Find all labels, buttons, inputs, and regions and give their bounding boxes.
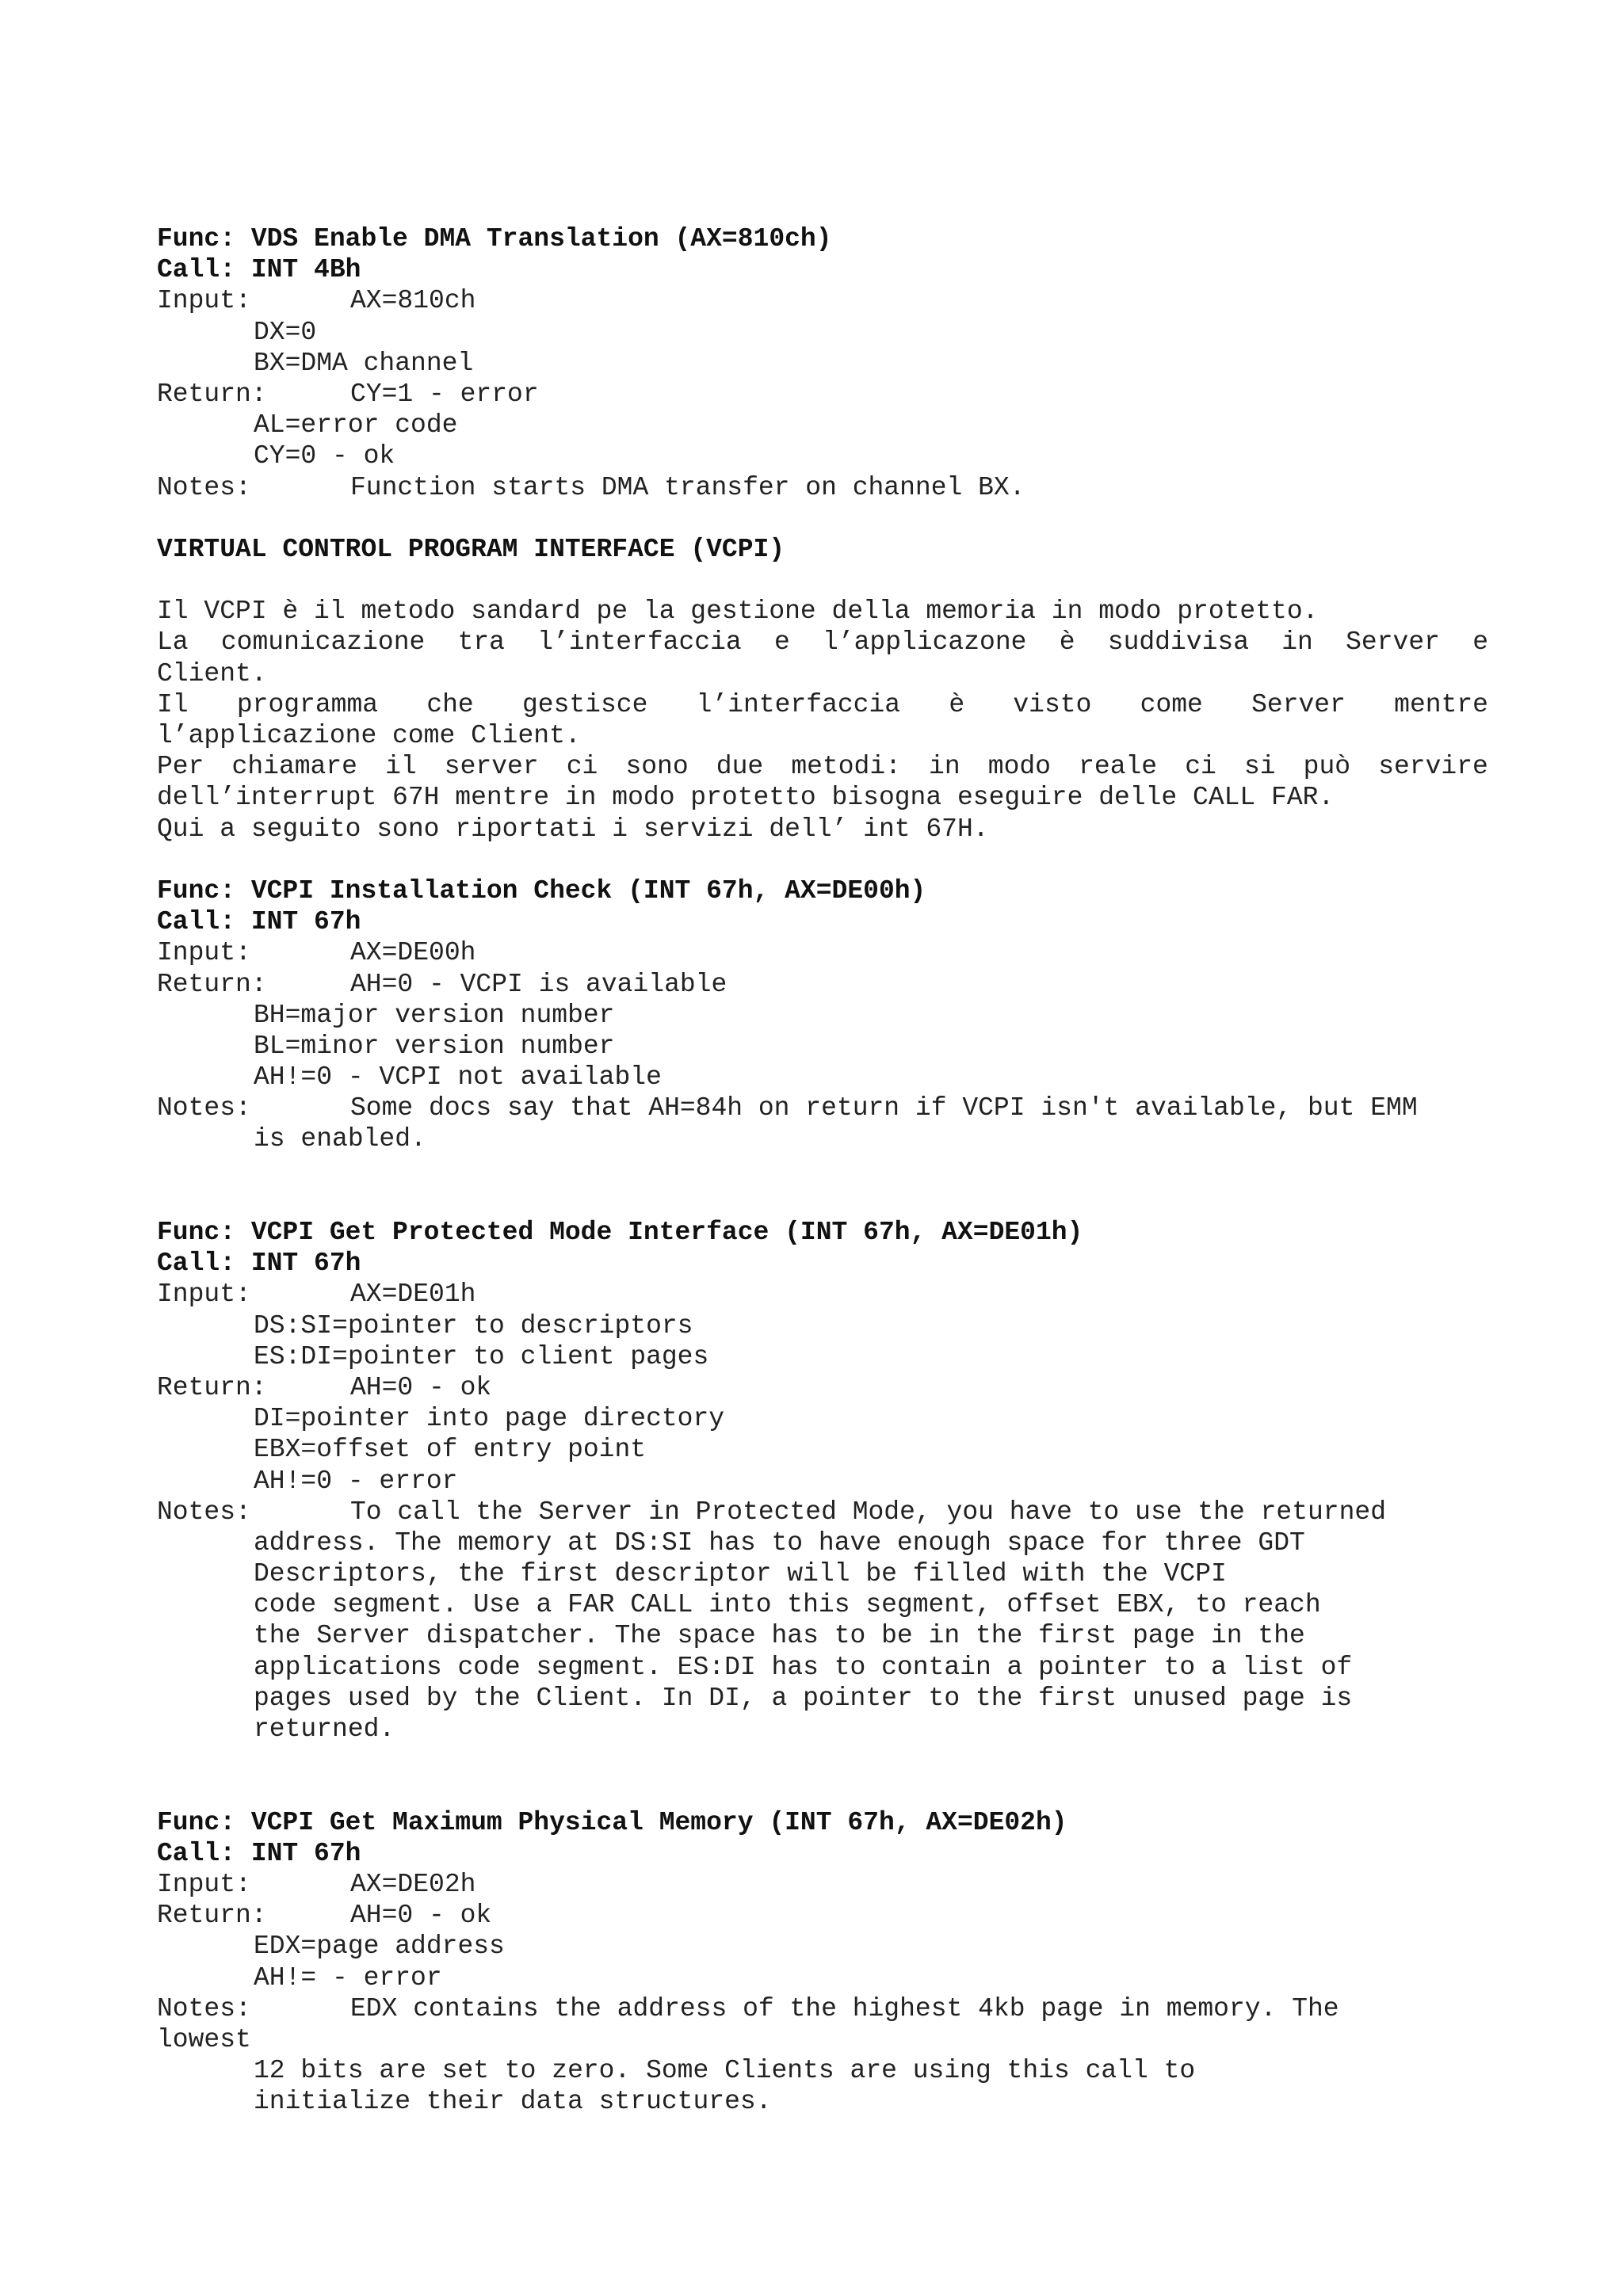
word: in (929, 752, 960, 782)
word: gestisce (521, 689, 648, 719)
word: La (157, 627, 189, 658)
intro-line: Client. (157, 658, 267, 688)
input-label: Input: (157, 286, 251, 316)
word: l’applicazone (823, 627, 1027, 658)
word: il (385, 752, 417, 782)
word: comunicazione (220, 627, 426, 658)
input-label: Input: (157, 938, 251, 968)
word: due (716, 752, 764, 782)
notes-line (157, 1497, 1488, 1527)
intro-line: l’applicazione come Client. (157, 721, 581, 750)
intro-justified-line (157, 689, 1488, 720)
word: Per (157, 752, 204, 782)
notes-line (157, 1993, 1488, 2024)
notes-extra: initialize their data structures. (254, 2087, 772, 2117)
input-label: Input: (157, 1280, 251, 1310)
intro-line: Il VCPI è il metodo sandard pe la gestione della memoria in modo protetto. (157, 597, 1319, 627)
return-extra: BL=minor version number (254, 1031, 615, 1061)
notes-extra: Descriptors, the first descriptor will be filled with the VCPI (254, 1559, 1227, 1589)
word: mentre (1394, 689, 1488, 719)
input-value: AX=DE01h (350, 1280, 476, 1310)
notes-line (157, 1093, 1488, 1123)
word: l’interfaccia (696, 689, 901, 719)
notes-extra: pages used by the Client. In DI, a pointer to the first unused page is (254, 1683, 1353, 1713)
input-extra: DX=0 (254, 317, 317, 347)
intro-line: dell’interrupt 67H mentre in modo protetto bisogna eseguire delle CALL FAR. (157, 783, 1335, 813)
return-extra: DI=pointer into page directory (254, 1404, 725, 1434)
document-page (157, 223, 1488, 2117)
notes-label: Notes: (157, 1497, 251, 1527)
return-extra: CY=0 - ok (254, 441, 395, 471)
word: l’interfaccia (537, 627, 742, 658)
spacer (157, 1775, 1488, 1806)
section-title: Func: VCPI Get Maximum Physical Memory (INT 67h, AX=DE02h) (157, 1807, 1067, 1837)
return-extra: AH!= - error (254, 1962, 442, 1993)
word: che (426, 689, 474, 719)
intro-justified-line (157, 627, 1488, 658)
notes-wrap: lowest (157, 2024, 251, 2054)
word: ci (566, 752, 598, 782)
return-label: Return: (157, 1372, 267, 1402)
input-value: AX=DE02h (350, 1869, 476, 1899)
return-extra: AH!=0 - VCPI not available (254, 1062, 662, 1093)
section-title: Func: VCPI Installation Check (INT 67h, AX=DE00h) (157, 875, 926, 906)
notes-extra: applications code segment. ES:DI has to contain a pointer to a list of (254, 1652, 1353, 1682)
input-line (157, 937, 1488, 968)
input-value: AX=810ch (350, 286, 476, 316)
notes-extra: code segment. Use a FAR CALL into this segment, offset EBX, to reach (254, 1590, 1321, 1620)
word: servire (1378, 752, 1488, 782)
return-extra: EDX=page address (254, 1932, 505, 1962)
word: Il (157, 689, 189, 719)
word: reale (1079, 752, 1158, 782)
input-line (157, 1279, 1488, 1310)
return-extra: AH!=0 - error (254, 1466, 458, 1496)
section-title: Func: VDS Enable DMA Translation (AX=810ch) (157, 224, 832, 254)
word: programma (236, 689, 379, 719)
return-label: Return: (157, 1901, 267, 1931)
return-extra: EBX=offset of entry point (254, 1435, 647, 1465)
word: può (1303, 752, 1351, 782)
intro-justified-line (157, 751, 1488, 782)
notes-value: EDX contains the address of the highest 4kb page in memory. The (350, 1993, 1339, 2023)
notes-extra: returned. (254, 1714, 395, 1744)
notes-line (157, 472, 1488, 503)
word: è (1059, 627, 1075, 658)
input-label: Input: (157, 1869, 251, 1899)
notes-label: Notes: (157, 472, 251, 502)
word: e (773, 627, 790, 658)
input-line (157, 1869, 1488, 1900)
word: tra (457, 627, 505, 658)
call-line: Call: INT 67h (157, 907, 361, 937)
return-label: Return: (157, 379, 267, 409)
notes-value: Function starts DMA transfer on channel BX. (350, 472, 1025, 502)
return-value: AH=0 - ok (350, 1372, 492, 1402)
return-line (157, 1900, 1488, 1931)
word: metodi: (791, 752, 901, 782)
spacer (157, 1186, 1488, 1217)
notes-extra: the Server dispatcher. The space has to be in the first page in the (254, 1621, 1305, 1651)
word: visto (1013, 689, 1092, 719)
input-value: AX=DE00h (350, 938, 476, 968)
return-extra: AL=error code (254, 410, 458, 441)
spacer (157, 503, 1488, 534)
word: Server (1346, 627, 1440, 658)
input-extra: ES:DI=pointer to client pages (254, 1341, 709, 1371)
notes-extra: is enabled. (254, 1124, 426, 1154)
word: è (949, 689, 965, 719)
word: in (1281, 627, 1313, 658)
section-title: Func: VCPI Get Protected Mode Interface (INT 67h, AX=DE01h) (157, 1218, 1083, 1247)
notes-value: To call the Server in Protected Mode, you have to use the returned (350, 1497, 1387, 1527)
notes-extra: address. The memory at DS:SI has to have enough space for three GDT (254, 1527, 1305, 1558)
return-line (157, 379, 1488, 410)
input-extra: BX=DMA channel (254, 348, 474, 378)
call-line: Call: INT 67h (157, 1838, 361, 1868)
spacer (157, 565, 1488, 596)
vcpi-heading: VIRTUAL CONTROL PROGRAM INTERFACE (VCPI) (157, 534, 785, 564)
word: sono (625, 752, 689, 782)
word: modo (987, 752, 1051, 782)
word: e (1472, 627, 1488, 658)
call-line: Call: INT 4Bh (157, 255, 361, 285)
return-line (157, 969, 1488, 1000)
spacer (157, 845, 1488, 875)
return-extra: BH=major version number (254, 1000, 615, 1030)
notes-extra: 12 bits are set to zero. Some Clients are using this call to (254, 2056, 1196, 2086)
word: ci (1185, 752, 1216, 782)
word: si (1243, 752, 1276, 782)
notes-label: Notes: (157, 1993, 251, 2023)
word: come (1140, 689, 1203, 719)
word: Server (1251, 689, 1346, 719)
input-extra: DS:SI=pointer to descriptors (254, 1310, 693, 1341)
word: server (444, 752, 539, 782)
return-value: CY=1 - error (350, 379, 539, 409)
spacer (157, 1745, 1488, 1775)
return-line (157, 1372, 1488, 1403)
input-line (157, 285, 1488, 316)
word: chiamare (231, 752, 357, 782)
return-value: AH=0 - ok (350, 1901, 492, 1931)
return-value: AH=0 - VCPI is available (350, 969, 727, 999)
notes-label: Notes: (157, 1093, 251, 1123)
return-label: Return: (157, 969, 267, 999)
word: suddivisa (1107, 627, 1249, 658)
call-line: Call: INT 67h (157, 1249, 361, 1279)
intro-line: Qui a seguito sono riportati i servizi dell’ int 67H. (157, 814, 989, 844)
notes-value: Some docs say that AH=84h on return if VCPI isn't available, but EMM (350, 1093, 1418, 1123)
spacer (157, 1155, 1488, 1186)
